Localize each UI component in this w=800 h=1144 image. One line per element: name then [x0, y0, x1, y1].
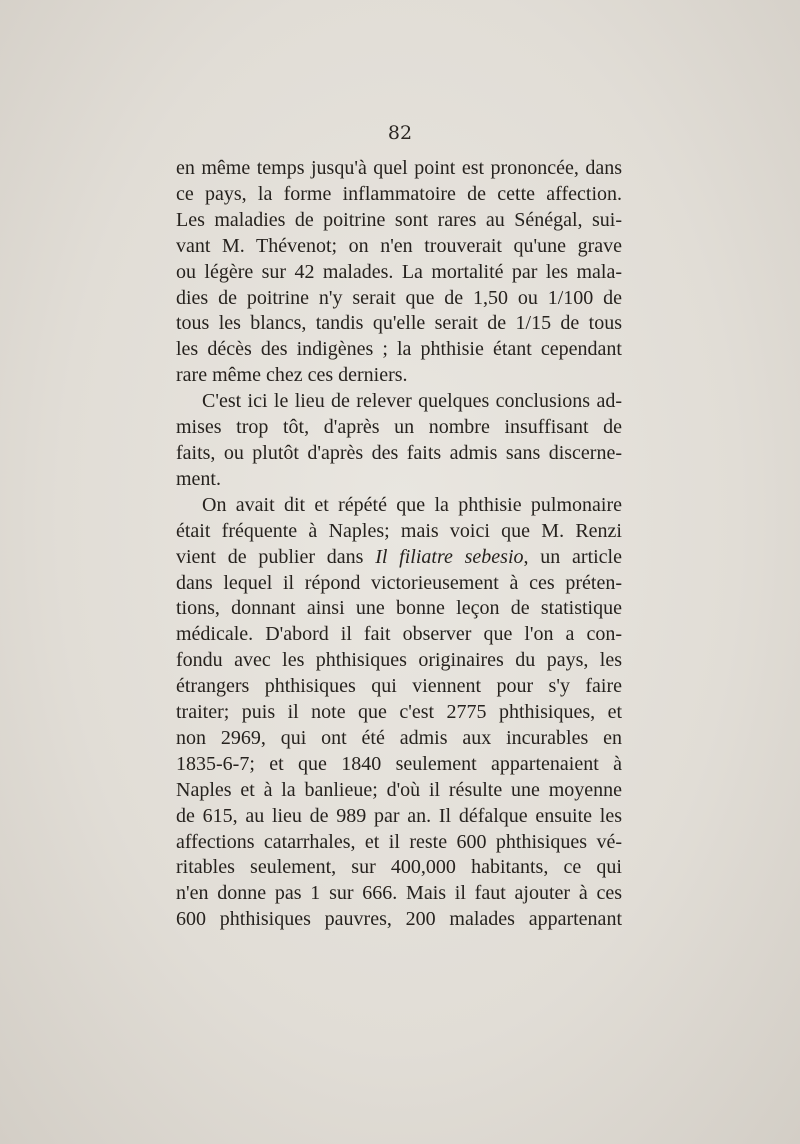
text-fragment: vient de publier dans: [176, 545, 376, 568]
text-line: ce pays, la forme inflammatoire de cette affection.: [176, 182, 622, 205]
text-line: tous les blancs, tandis qu'elle serait de 1/15 de tous: [176, 312, 622, 335]
paragraph-3: [176, 493, 622, 933]
text-line: n'en donne pas 1 sur 666. Mais il faut ajouter à ces: [176, 882, 622, 905]
text-line: fondu avec les phthisiques originaires du pays, les: [176, 649, 622, 672]
body-text: [176, 156, 622, 933]
text-line: 600 phthisiques pauvres, 200 malades appartenant: [176, 908, 622, 931]
text-line-with-title: [176, 545, 622, 571]
text-line: Les maladies de poitrine sont rares au Sénégal, sui-: [176, 208, 622, 231]
page-number: 82: [387, 122, 413, 144]
journal-title: Il filiatre sebesio: [375, 545, 524, 568]
text-line: médicale. D'abord il fait observer que l'on a con-: [176, 623, 622, 646]
text-line: dans lequel il répond victorieusement à ces préten-: [176, 571, 622, 594]
text-line: étrangers phthisiques qui viennent pour s'y faire: [176, 675, 622, 698]
text-line: dies de poitrine n'y serait que de 1,50 ou 1/100 de: [176, 286, 622, 309]
paragraph-2: [176, 389, 622, 493]
text-fragment: , un article: [523, 545, 622, 568]
text-line: les décès des indigènes ; la phthisie étant cependant: [176, 338, 622, 361]
text-line: C'est ici le lieu de relever quelques conclusions ad-: [202, 390, 622, 413]
text-line: faits, ou plutôt d'après des faits admis sans discerne-: [176, 441, 622, 464]
text-line: rare même chez ces derniers.: [176, 364, 408, 387]
text-line: était fréquente à Naples; mais voici que M. Renzi: [176, 519, 622, 542]
text-line: en même temps jusqu'à quel point est prononcée, dans: [176, 157, 622, 179]
text-line: On avait dit et répété que la phthisie pulmonaire: [202, 493, 622, 516]
text-line: mises trop tôt, d'après un nombre insuffisant de: [176, 416, 622, 439]
text-line: vant M. Thévenot; on n'en trouverait qu'une grave: [176, 234, 622, 257]
text-line: non 2969, qui ont été admis aux incurables en: [176, 726, 622, 749]
text-line: ritables seulement, sur 400,000 habitants, ce qui: [176, 856, 622, 879]
paragraph-1: [176, 156, 622, 389]
text-line: de 615, au lieu de 989 par an. Il défalque ensuite les: [176, 804, 622, 827]
text-line: affections catarrhales, et il reste 600 phthisiques vé-: [176, 830, 622, 853]
text-line: tions, donnant ainsi une bonne leçon de statistique: [176, 597, 622, 620]
text-line: 1835-6-7; et que 1840 seulement appartenaient à: [176, 752, 622, 775]
text-line: Naples et à la banlieue; d'où il résulte une moyenne: [176, 778, 622, 801]
text-line: traiter; puis il note que c'est 2775 phthisiques, et: [176, 701, 622, 724]
text-line: ou légère sur 42 malades. La mortalité par les mala-: [176, 260, 622, 283]
text-line: ment.: [176, 467, 221, 490]
